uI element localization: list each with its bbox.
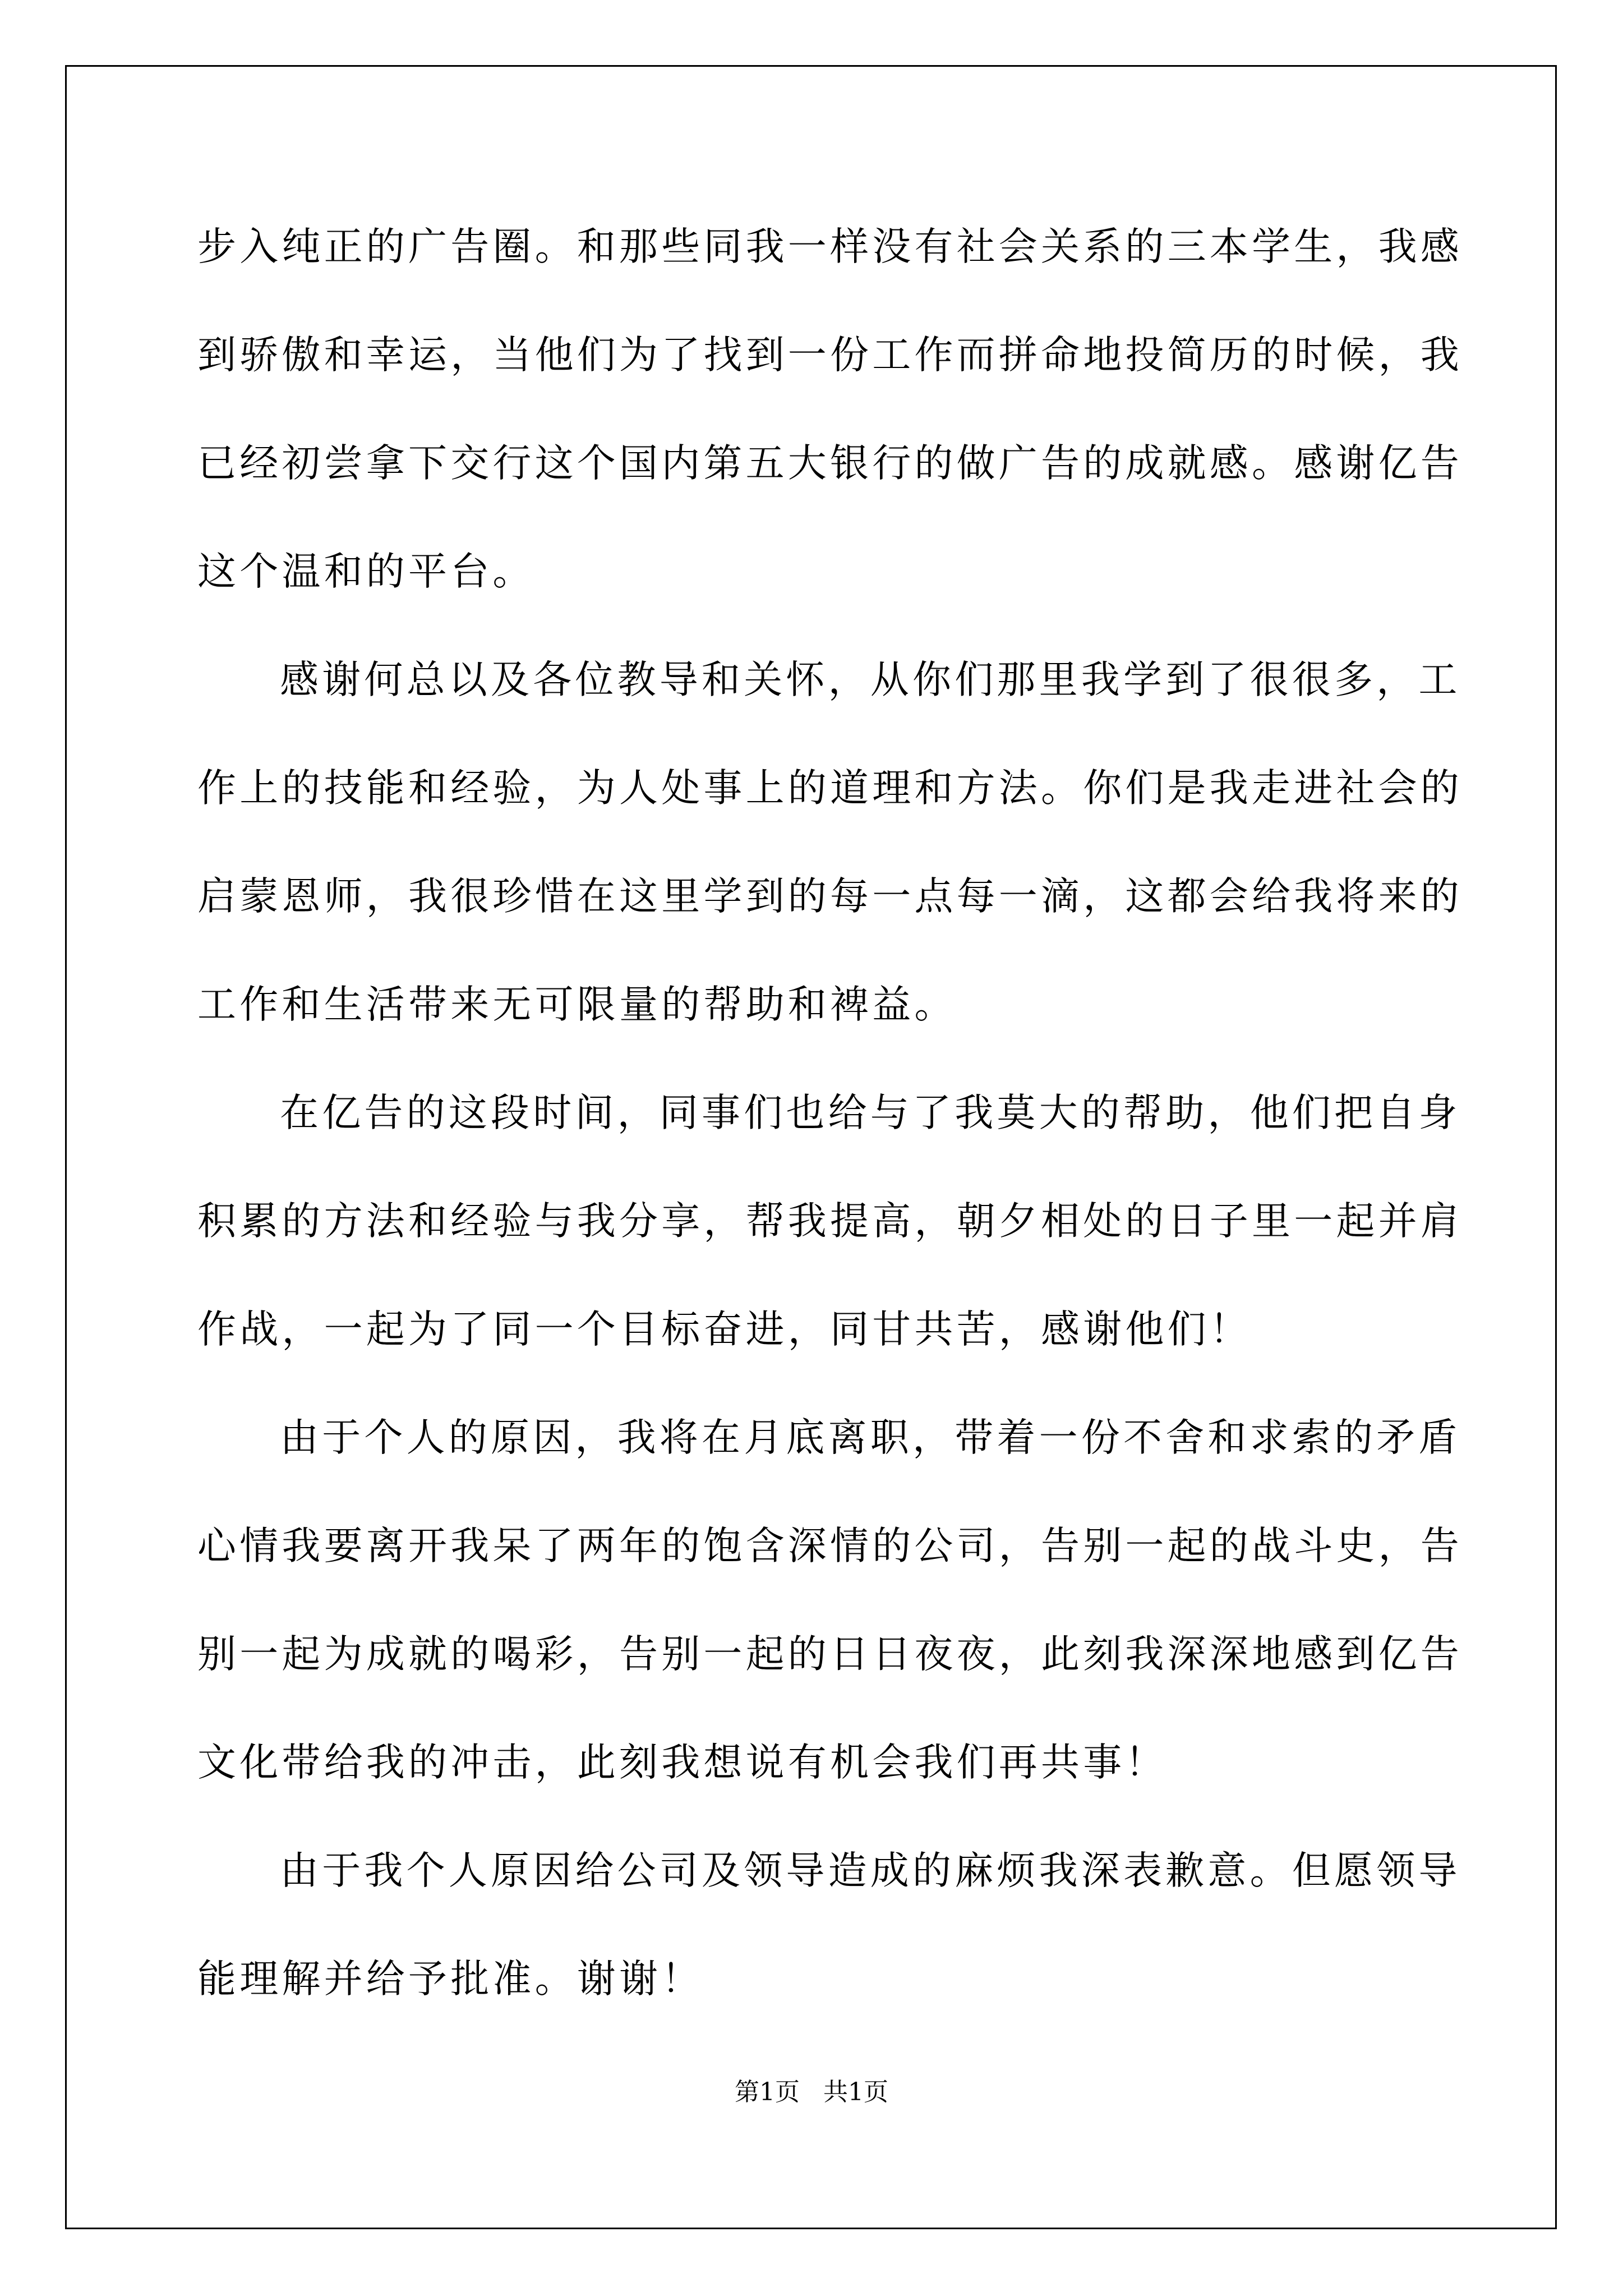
paragraph-1-line-3: 已经初尝拿下交行这个国内第五大银行的做广告的成就感。感谢亿告 [197,441,1463,486]
page-number: 第1页 共1页 [735,2078,888,2106]
paragraph-4-line-2: 心情我要离开我呆了两年的饱含深情的公司，告别一起的战斗史，告 [197,1524,1463,1568]
paragraph-1-line-1: 步入纯正的广告圈。和那些同我一样没有社会关系的三本学生，我感 [197,224,1463,269]
page-border [65,65,1557,2229]
paragraph-3-line-2: 积累的方法和经验与我分享，帮我提高，朝夕相处的日子里一起并肩 [197,1199,1463,1244]
paragraph-4-line-1: 由于个人的原因，我将在月底离职，带着一份不舍和求索的矛盾 [280,1415,1461,1460]
paragraph-5-line-1: 由于我个人原因给公司及领导造成的麻烦我深表歉意。但愿领导 [280,1848,1461,1893]
paragraph-4-line-4: 文化带给我的冲击，此刻我想说有机会我们再共事！ [197,1740,1168,1785]
paragraph-2-line-2: 作上的技能和经验，为人处事上的道理和方法。你们是我走进社会的 [197,766,1463,811]
paragraph-2-line-4: 工作和生活带来无可限量的帮助和裨益。 [197,982,957,1027]
paragraph-2-line-1: 感谢何总以及各位教导和关怀，从你们那里我学到了很很多，工 [280,657,1461,702]
paragraph-3-line-3: 作战，一起为了同一个目标奋进，同甘共苦，感谢他们！ [197,1307,1252,1352]
paragraph-3-line-1: 在亿告的这段时间，同事们也给与了我莫大的帮助，他们把自身 [280,1091,1461,1135]
paragraph-1-line-4: 这个温和的平台。 [197,549,535,594]
paragraph-4-line-3: 别一起为成就的喝彩，告别一起的日日夜夜，此刻我深深地感到亿告 [197,1632,1463,1677]
paragraph-5-line-2: 能理解并给予批准。谢谢！ [197,1957,704,2001]
paragraph-1-line-2: 到骄傲和幸运，当他们为了找到一份工作而拼命地投简历的时候，我 [197,333,1463,378]
paragraph-2-line-3: 启蒙恩师，我很珍惜在这里学到的每一点每一滴，这都会给我将来的 [197,874,1463,919]
